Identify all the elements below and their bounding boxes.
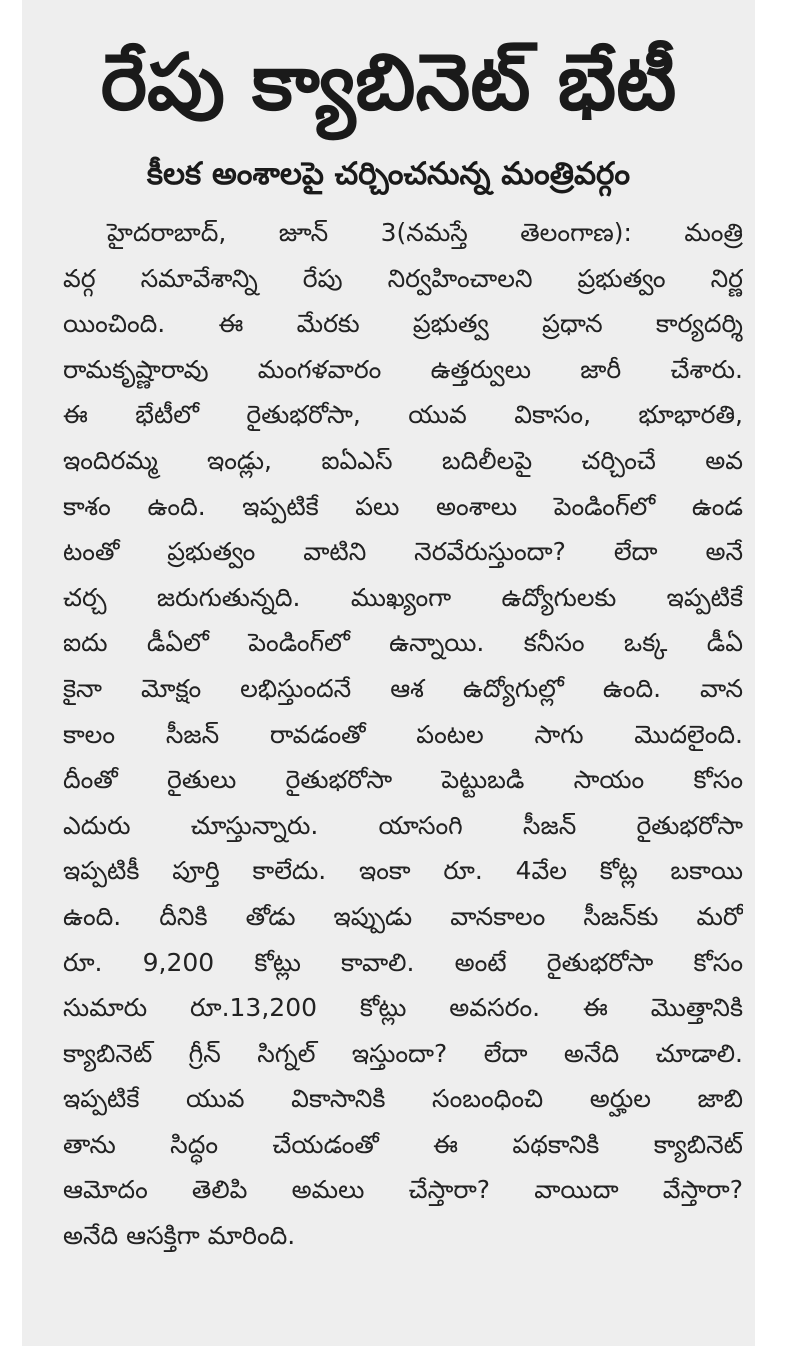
body-line: రామకృష్ణారావు మంగళవారం ఉత్తర్వులు జారీ చేశారు. (63, 354, 743, 384)
article-body (63, 210, 743, 1259)
body-line: ఐదు డీఏలో పెండింగ్‌లో ఉన్నాయి. కనీసం ఒక్క డీఏ (63, 628, 743, 658)
body-line: క్యాబినెట్ గ్రీన్ సిగ్నల్ ఇస్తుందా? లేదా అనేది చూడాలి. (63, 1038, 743, 1068)
body-line: టంతో ప్రభుత్వం వాటిని నెరవేరుస్తుందా? లేదా అనే (63, 537, 743, 567)
body-line: ఆమోదం తెలిపి అమలు చేస్తారా? వాయిదా వేస్తారా? (63, 1175, 743, 1205)
body-line: ఇప్పటికే యువ వికాసానికి సంబంధించి అర్హుల జాబి (63, 1084, 743, 1114)
body-line: వర్గ సమావేశాన్ని రేపు నిర్వహించాలని ప్రభుత్వం నిర్ణ (63, 263, 743, 293)
body-line: సుమారు రూ.13,200 కోట్లు అవసరం. ఈ మొత్తానికి (63, 993, 743, 1023)
body-line: అనేది ఆసక్తిగా మారింది. (63, 1221, 296, 1251)
body-line: ఇందిరమ్మ ఇండ్లు, ఐఏఎస్ బదిలీలపై చర్చించే అవ (63, 445, 743, 475)
body-line: చర్చ జరుగుతున్నది. ముఖ్యంగా ఉద్యోగులకు ఇప్పటికే (63, 582, 743, 612)
body-line: హైదరాబాద్, జూన్ 3(నమస్తే తెలంగాణ): మంత్రి (107, 218, 743, 247)
body-line: యించింది. ఈ మేరకు ప్రభుత్వ ప్రధాన కార్యదర్శి (63, 309, 743, 339)
body-line: ఈ భేటీలో రైతుభరోసా, యువ వికాసం, భూభారతి, (63, 400, 743, 430)
subheadline: కీలక అంశాలపై చర్చించనున్న మంత్రివర్గం (146, 156, 631, 192)
body-line: కైనా మోక్షం లభిస్తుందనే ఆశ ఉద్యోగుల్లో ఉంది. వాన (63, 673, 743, 703)
body-line: దీంతో రైతులు రైతుభరోసా పెట్టుబడి సాయం కోసం (63, 765, 743, 795)
newspaper-clipping (22, 0, 755, 1346)
body-line: ఎదురు చూస్తున్నారు. యాసంగి సీజన్ రైతుభరోసా (63, 810, 743, 840)
body-line: తాను సిద్ధం చేయడంతో ఈ పథకానికి క్యాబినెట్ (63, 1129, 743, 1159)
body-line: ఇప్పటికీ పూర్తి కాలేదు. ఇంకా రూ. 4వేల కోట్ల బకాయి (63, 856, 743, 886)
body-line: కాశం ఉంది. ఇప్పటికే పలు అంశాలు పెండింగ్‌లో ఉండ (63, 491, 743, 521)
headline: రేపు క్యాబినెట్ భేటీ (100, 38, 677, 128)
body-line: ఉంది. దీనికి తోడు ఇప్పుడు వానకాలం సీజన్‌కు మరో (63, 901, 743, 931)
body-line: కాలం సీజన్ రావడంతో పంటల సాగు మొదలైంది. (63, 719, 743, 749)
body-line: రూ. 9,200 కోట్లు కావాలి. అంటే రైతుభరోసా కోసం (63, 947, 743, 977)
